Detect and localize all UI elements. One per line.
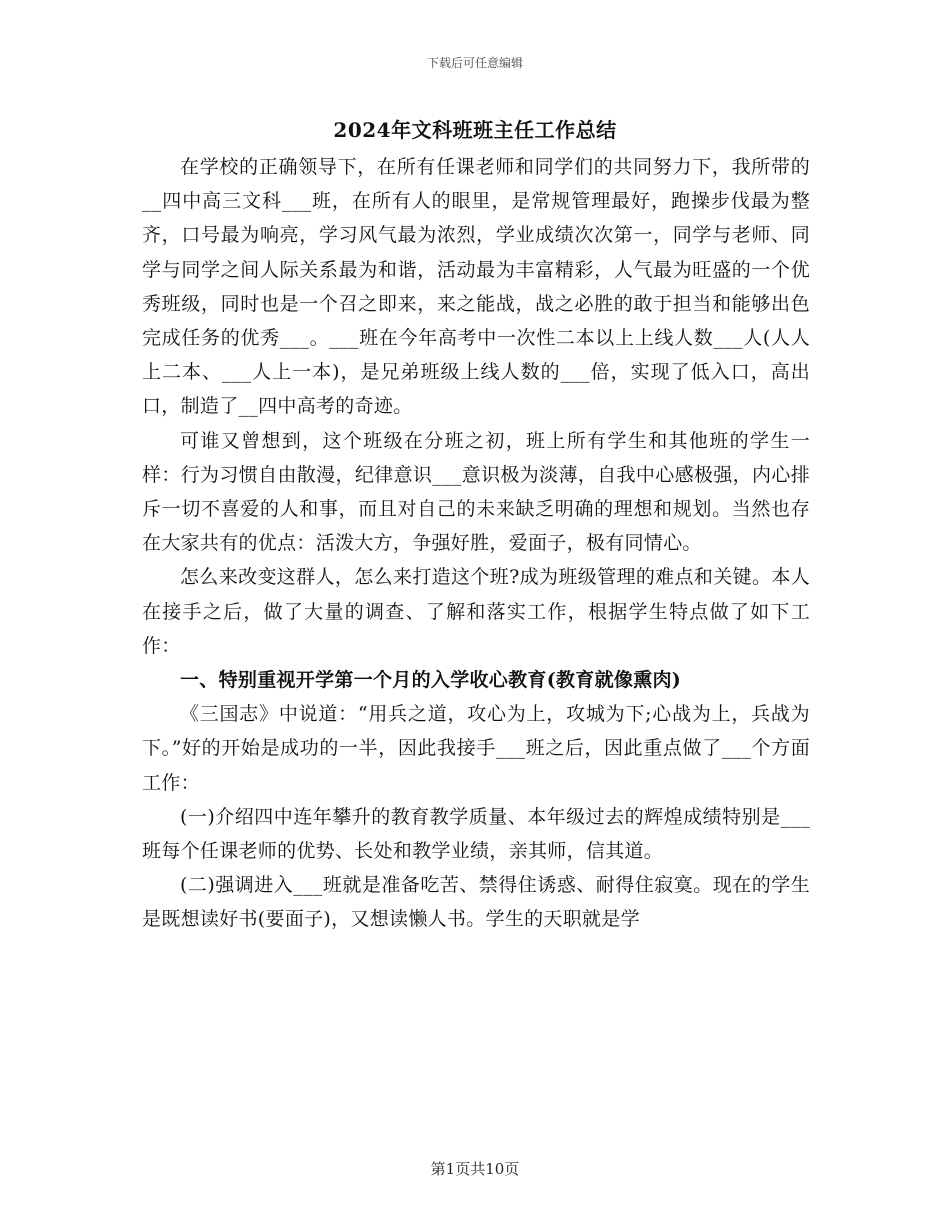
header-note: 下载后可任意编辑 (426, 56, 523, 70)
paragraph-intro: 在学校的正确领导下，在所有任课老师和同学们的共同努力下，我所带的__四中高三文科___班，在所有人的眼里，是常规管理最好，跑操步伐最为整齐，口号最为响亮，学习风气最为浓烈，学业成绩次次第一，同学与老师、同学与同学之间人际关系最为和谐，活动最为丰富精彩，人气最为旺盛的一个优秀班级，同时也是一个召之即来，来之能战，战之必胜的敢于担当和能够出色完成任务的优秀___。___班在今年高考中一次性二本以上上线人数___人(人人上二本、___人上一本)，是兄弟班级上线人数的___倍，实现了低入口，高出口，制造了__四中高考的奇迹。 (142, 156, 810, 418)
document-body (142, 150, 810, 937)
paragraph-approach: 怎么来改变这群人，怎么来打造这个班?成为班级管理的难点和关键。本人在接手之后，做了大量的调查、了解和落实工作，根据学生特点做了如下工作： (142, 566, 810, 657)
document-title: 2024年文科班班主任工作总结 (333, 118, 617, 142)
section-heading: 一、特别重视开学第一个月的入学收心教育(教育就像熏肉) (180, 669, 682, 692)
paragraph-quote: 《三国志》中说道：“用兵之道，攻心为上，攻城为下;心战为上，兵战为下。”好的开始是成功的一半，因此我接手___班之后，因此重点做了___个方面工作： (142, 703, 810, 794)
paragraph-initial-state: 可谁又曾想到，这个班级在分班之初，班上所有学生和其他班的学生一样：行为习惯自由散漫，纪律意识___意识极为淡薄，自我中心感极强，内心排斥一切不喜爱的人和事，而且对自己的未来缺乏明确的理想和规划。当然也存在大家共有的优点：活泼大方，争强好胜，爱面子，极有同情心。 (142, 429, 810, 555)
paragraph-item-1: (一)介绍四中连年攀升的教育教学质量、本年级过去的辉煌成绩特别是___班每个任课老师的优势、长处和教学业绩，亲其师，信其道。 (142, 805, 810, 863)
page-footer: 第1页共10页 (430, 1160, 520, 1178)
paragraph-item-2: (二)强调进入___班就是准备吃苦、禁得住诱惑、耐得住寂寞。现在的学生是既想读好书(要面子)，又想读懒人书。学生的天职就是学 (142, 874, 810, 931)
